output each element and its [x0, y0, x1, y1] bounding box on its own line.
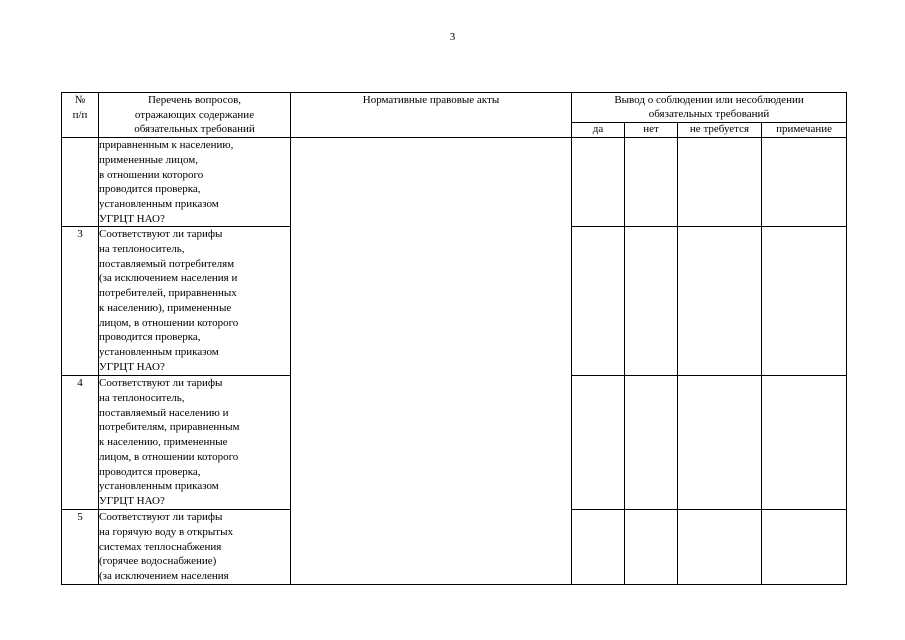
- row-number: 4: [62, 376, 99, 510]
- cell-not-required[interactable]: [678, 510, 762, 585]
- cell-no[interactable]: [625, 376, 678, 510]
- cell-no[interactable]: [625, 138, 678, 227]
- row-question: Соответствуют ли тарифы на горячую воду в открытых системах теплоснабжения (горячее водоснабжение) (за исключением населения: [99, 510, 291, 585]
- header-no: нет: [625, 123, 678, 138]
- requirements-checklist-table: [61, 92, 847, 585]
- cell-no[interactable]: [625, 227, 678, 376]
- row-question: приравненным к населению, примененные лицом, в отношении которого проводится проверка, установленным приказом УГРЦТ НАО?: [99, 138, 291, 227]
- cell-note[interactable]: [762, 510, 847, 585]
- cell-note[interactable]: [762, 227, 847, 376]
- cell-note[interactable]: [762, 138, 847, 227]
- cell-note[interactable]: [762, 376, 847, 510]
- page-number: 3: [449, 31, 456, 43]
- cell-no[interactable]: [625, 510, 678, 585]
- cell-yes[interactable]: [572, 227, 625, 376]
- row-number: [62, 138, 99, 227]
- header-legal-acts: Нормативные правовые акты: [291, 93, 572, 138]
- header-not-required: не требуется: [678, 123, 762, 138]
- cell-not-required[interactable]: [678, 227, 762, 376]
- header-yes: да: [572, 123, 625, 138]
- cell-not-required[interactable]: [678, 138, 762, 227]
- cell-yes[interactable]: [572, 138, 625, 227]
- row-number: 3: [62, 227, 99, 376]
- table-row: [62, 138, 847, 227]
- header-note: примечание: [762, 123, 847, 138]
- row-question: Соответствуют ли тарифы на теплоноситель, поставляемый населению и потребителям, приравненным к населению, примененные лицом, в отношении которого проводится проверка, установленным приказом УГРЦТ НАО?: [99, 376, 291, 510]
- cell-not-required[interactable]: [678, 376, 762, 510]
- header-number: № п/п: [62, 93, 99, 138]
- row-number: 5: [62, 510, 99, 585]
- cell-yes[interactable]: [572, 376, 625, 510]
- cell-yes[interactable]: [572, 510, 625, 585]
- header-conclusion: Вывод о соблюдении или несоблюдении обязательных требований: [572, 93, 847, 123]
- row-question: Соответствуют ли тарифы на теплоноситель, поставляемый потребителям (за исключением населения и потребителей, приравненных к населению), примененные лицом, в отношении которого проводится проверка, установленным приказом УГРЦТ НАО?: [99, 227, 291, 376]
- legal-acts-cell: [291, 138, 572, 585]
- header-questions: Перечень вопросов, отражающих содержание обязательных требований: [99, 93, 291, 138]
